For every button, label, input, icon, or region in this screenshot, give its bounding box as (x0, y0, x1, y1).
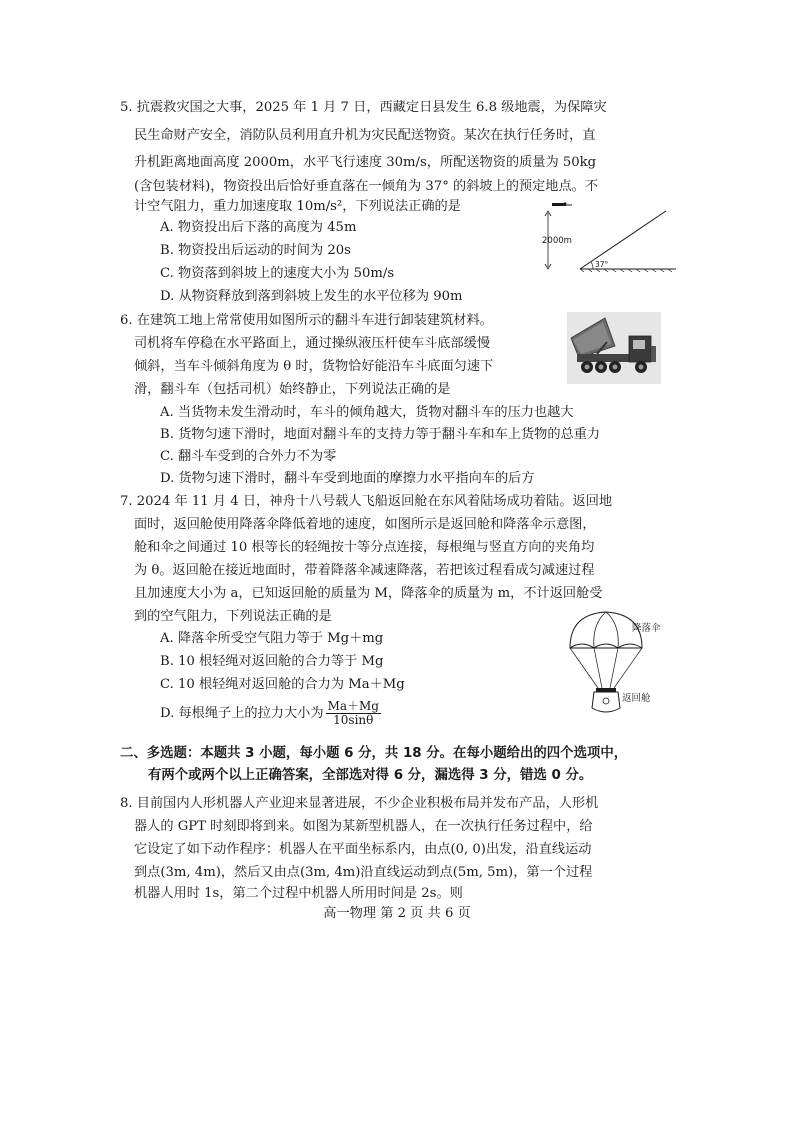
q7-option-a: A. 降落伞所受空气阻力等于 Mg＋mg (160, 631, 384, 646)
q5-line-5: 计空气阻力，重力加速度取 10m/s²，下列说法正确的是 (134, 199, 461, 214)
page-footer: 高一物理 第 2 页 共 6 页 (323, 906, 471, 921)
q7-option-c: C. 10 根轻绳对返回舱的合力为 Ma＋Mg (160, 677, 405, 692)
q6-line-3: 倾斜，当车斗倾斜角度为 θ 时，货物恰好能沿车斗底面匀速下 (134, 359, 494, 374)
q5-line-3: 升机距离地面高度 2000m，水平飞行速度 30m/s，所配送物资的质量为 50kg (134, 155, 597, 170)
fraction-denominator: 10sinθ (333, 713, 374, 727)
q6-line-2: 司机将车停稳在水平路面上，通过操纵液压杆使车斗底部缓慢 (134, 336, 491, 351)
q8-line-4: 到点(3m, 4m)，然后又由点(3m, 4m)沿直线运动到点(5m, 5m)，第一个过程 (134, 865, 593, 880)
q8-line-1: 8. 目前国内人形机器人产业迎来显著进展，不少企业积极布局并发布产品，人形机 (120, 796, 599, 811)
fraction-numerator: Ma＋Mg (327, 699, 379, 713)
q5-option-b: B. 物资投出后运动的时间为 20s (160, 243, 351, 258)
angle-label: 37° (595, 260, 609, 269)
q7-line-2: 面时，返回舱使用降落伞降低着地的速度，如图所示是返回舱和降落伞示意图， (134, 517, 596, 532)
slope-line (580, 211, 666, 269)
q6-line-1: 6. 在建筑工地上常常使用如图所示的翻斗车进行卸装建筑材料。 (120, 313, 493, 328)
q7-line-1: 7. 2024 年 11 月 4 日，神舟十八号载人飞船返回舱在东风着陆场成功着陆。返回地 (120, 494, 613, 509)
q7-option-d-text: D. 每根绳子上的拉力大小为 (160, 706, 324, 721)
section-2-heading-line-2: 有两个或两个以上正确答案，全部选对得 6 分，漏选得 3 分，错选 0 分。 (148, 768, 593, 783)
q5-option-a: A. 物资投出后下落的高度为 45m (160, 220, 357, 235)
dump-truck-photo (567, 312, 661, 384)
q5-slope-figure (540, 195, 680, 277)
q8-line-2: 器人的 GPT 时刻即将到来。如图为某新型机器人，在一次执行任务过程中，给 (134, 819, 593, 834)
q5-option-d: D. 从物资释放到落到斜坡上发生的水平位移为 90m (160, 289, 463, 304)
q7-option-d (160, 700, 381, 727)
q5-line-2: 民生命财产安全，消防队员利用直升机为灾民配送物资。某次在执行任务时，直 (134, 128, 596, 143)
q8-line-5: 机器人用时 1s，第二个过程中机器人所用时间是 2s。则 (134, 886, 463, 901)
q7-option-d-fraction (326, 700, 381, 727)
capsule-icon (592, 688, 620, 712)
dump-truck-icon (567, 312, 661, 384)
q7-option-b: B. 10 根轻绳对返回舱的合力等于 Mg (160, 654, 384, 669)
q5-option-c: C. 物资落到斜坡上的速度大小为 50m/s (160, 266, 395, 281)
q6-option-a: A. 当货物未发生滑动时，车斗的倾角越大，货物对翻斗车的压力也越大 (160, 405, 574, 420)
parachute-figure (568, 608, 678, 716)
height-label: 2000m (542, 236, 572, 246)
q6-option-b: B. 货物匀速下滑时，地面对翻斗车的支持力等于翻斗车和车上货物的总重力 (160, 427, 601, 442)
q7-line-3: 舱和伞之间通过 10 根等长的轻绳按十等分点连接，每根绳与竖直方向的夹角均 (134, 540, 595, 555)
q6-option-d: D. 货物匀速下滑时，翻斗车受到地面的摩擦力水平指向车的后方 (160, 471, 535, 486)
capsule-label: 返回舱 (622, 693, 651, 704)
q7-line-6: 到的空气阻力，下列说法正确的是 (134, 609, 332, 624)
q6-option-c: C. 翻斗车受到的合外力不为零 (160, 449, 337, 464)
q5-line-4: (含包装材料)，物资投出后恰好垂直落在一倾角为 37° 的斜坡上的预定地点。不 (134, 179, 599, 194)
helicopter-icon (552, 202, 572, 206)
q7-line-4: 为 θ。返回舱在接近地面时，带着降落伞减速降落，若把该过程看成匀减速过程 (134, 563, 595, 578)
q8-line-3: 它设定了如下动作程序：机器人在平面坐标系内，由点(0, 0)出发，沿直线运动 (134, 842, 592, 857)
q6-line-4: 滑，翻斗车（包括司机）始终静止，下列说法正确的是 (134, 382, 451, 397)
q5-line-1: 5. 抗震救灾国之大事，2025 年 1 月 7 日，西藏定日县发生 6.8 级地震，为保障灾 (120, 100, 607, 115)
section-2-heading-line-1: 二、多选题：本题共 3 小题，每小题 6 分，共 18 分。在每小题给出的四个选项中， (120, 746, 628, 761)
parachute-label: 降落伞 (632, 623, 661, 634)
q7-line-5: 且加速度大小为 a，已知返回舱的质量为 M，降落伞的质量为 m，不计返回舱受 (134, 586, 603, 601)
